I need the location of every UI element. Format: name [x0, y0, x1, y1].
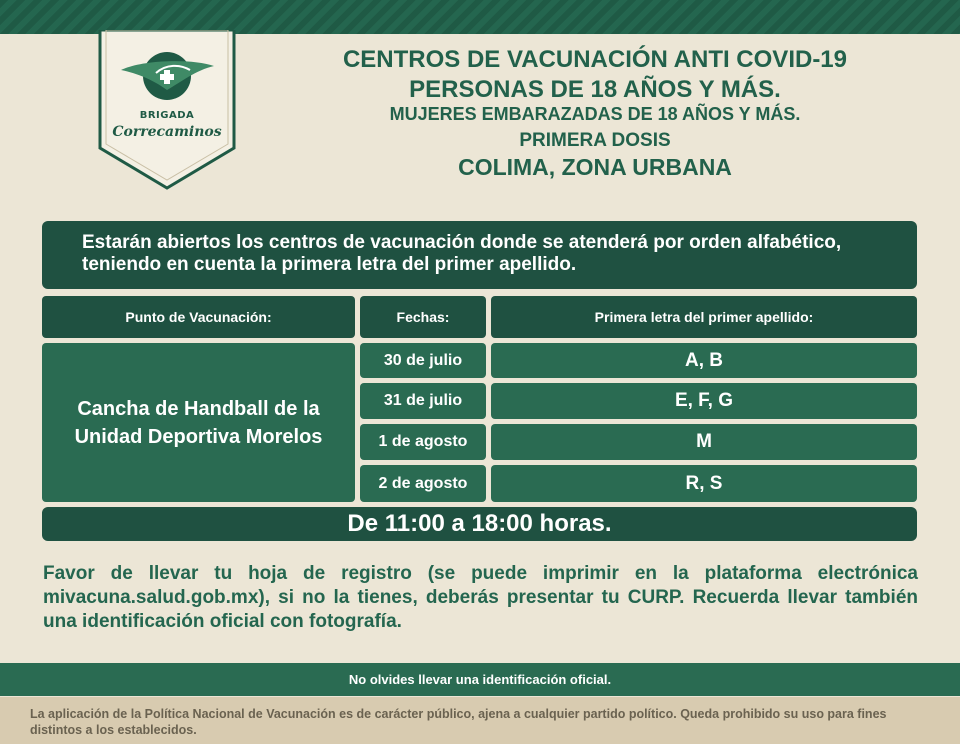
decorative-top-band: [0, 0, 960, 34]
header-fechas: Fechas:: [360, 296, 486, 338]
brand-line2: Correcaminos: [112, 124, 222, 140]
location-cell: Cancha de Handball de la Unidad Deportiva Morelos: [42, 343, 355, 502]
footer-reminder: No olvides llevar una identificación oficial.: [0, 663, 960, 696]
letters-cell-4: R, S: [491, 465, 917, 502]
brigada-badge: [96, 30, 238, 195]
title-line5: COLIMA, ZONA URBANA: [458, 154, 732, 180]
registration-note: Favor de llevar tu hoja de registro (se puede imprimir en la plataforma electrónica mivacuna.salud.gob.mx), si no la tienes, deberás presentar tu CURP. Recuerda llevar también una identificación oficial con fotografía.: [43, 563, 918, 632]
date-cell-1: 30 de julio: [360, 343, 486, 378]
title-line3: MUJERES EMBARAZADAS DE 18 AÑOS Y MÁS.: [389, 104, 801, 124]
date-cell-4: 2 de agosto: [360, 465, 486, 502]
header-letras: Primera letra del primer apellido:: [491, 296, 917, 338]
hours-banner: De 11:00 a 18:00 horas.: [42, 507, 917, 541]
letters-cell-2: E, F, G: [491, 383, 917, 419]
date-cell-2: 31 de julio: [360, 383, 486, 419]
brand-line1: BRIGADA: [139, 110, 195, 121]
date-cell-3: 1 de agosto: [360, 424, 486, 460]
legal-disclaimer: La aplicación de la Política Nacional de Vacunación es de carácter público, ajena a cualquier partido político. Queda prohibido su uso para fines distintos a los establecidos.: [0, 697, 960, 744]
intro-panel: Estarán abiertos los centros de vacunación donde se atenderá por orden alfabético, teniendo en cuenta la primera letra del primer apellido.: [42, 221, 917, 289]
title-line4: PRIMERA DOSIS: [519, 130, 671, 151]
letters-cell-3: M: [491, 424, 917, 460]
letters-cell-1: A, B: [491, 343, 917, 378]
title-line2: PERSONAS DE 18 AÑOS Y MÁS.: [409, 76, 781, 103]
header-punto: Punto de Vacunación:: [42, 296, 355, 338]
title-line1: CENTROS DE VACUNACIÓN ANTI COVID-19: [342, 46, 848, 73]
